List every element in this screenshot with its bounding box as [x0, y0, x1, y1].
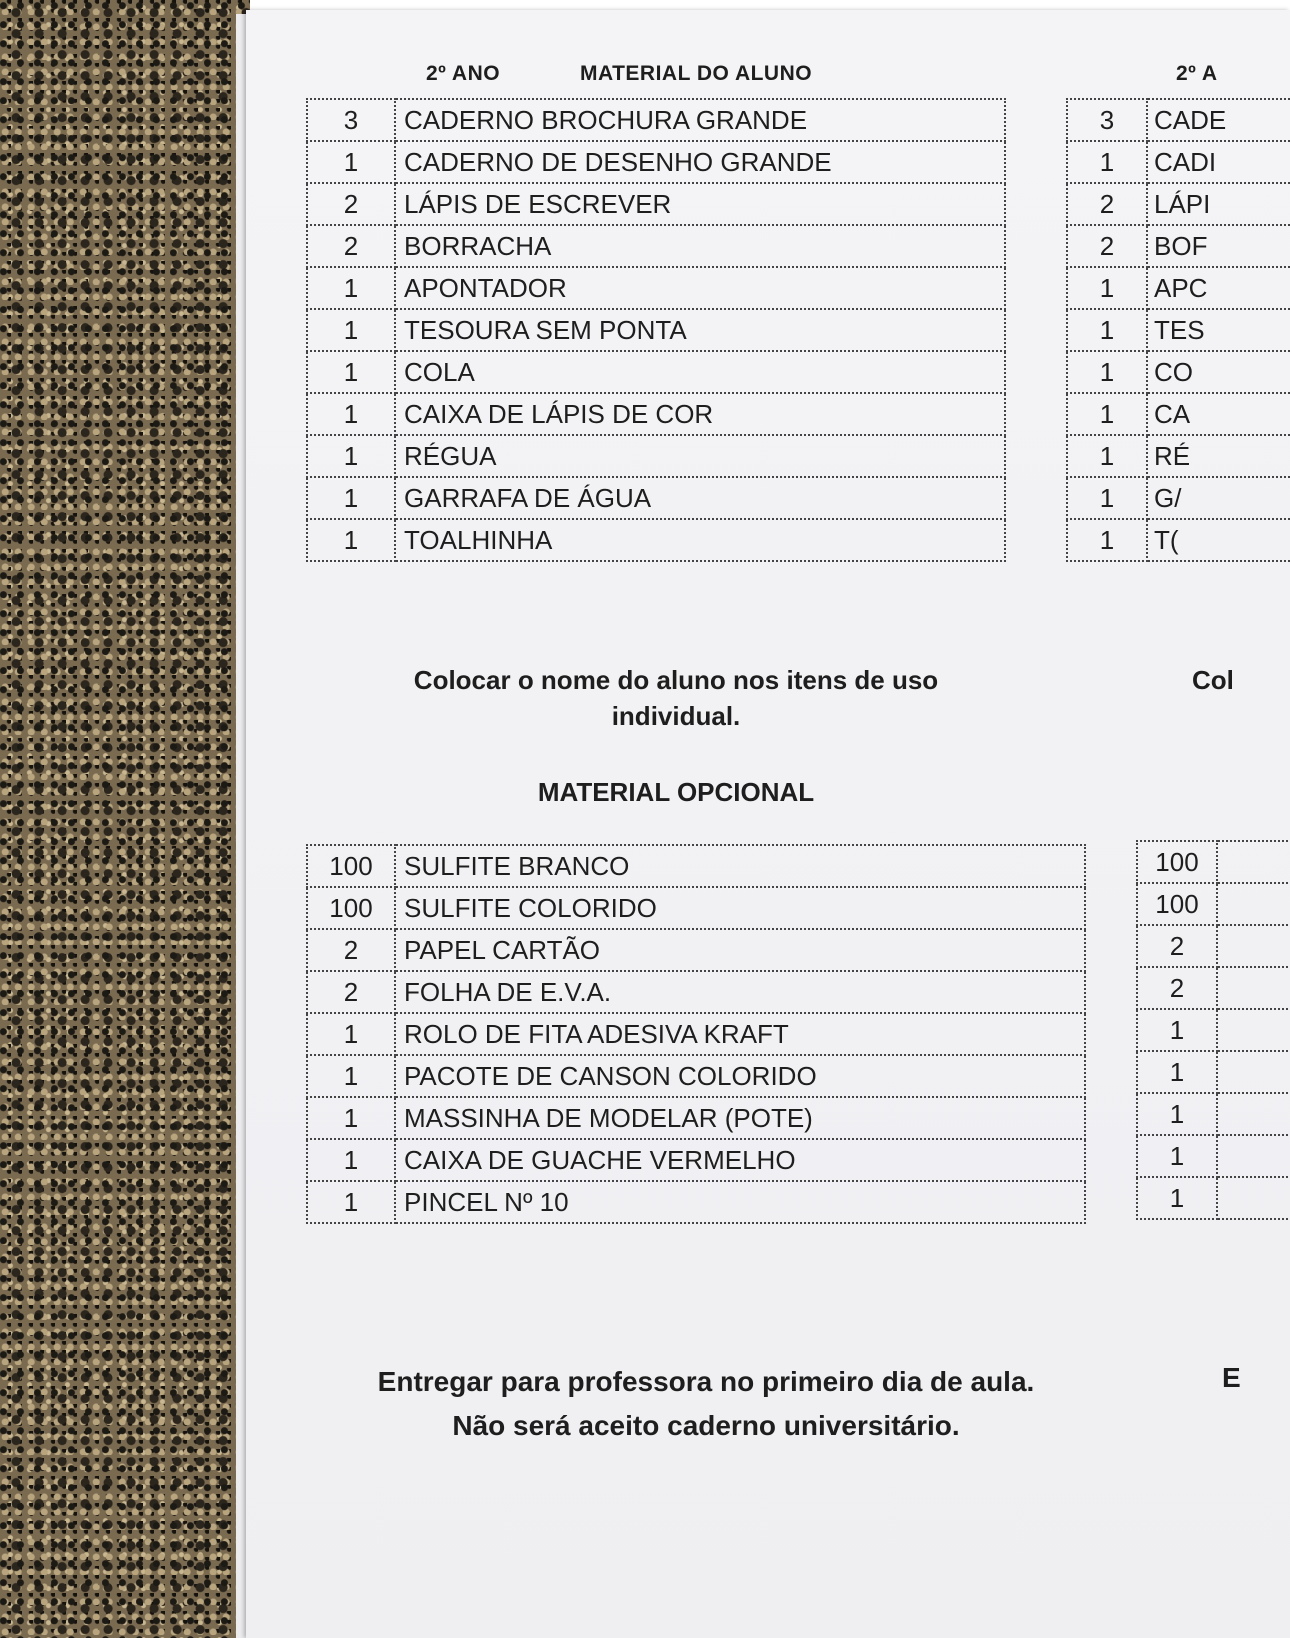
- item-cell: T(: [1147, 519, 1290, 561]
- quantity-cell: 1: [307, 435, 395, 477]
- right-optional-clip: [1136, 838, 1290, 1308]
- item-cell: CAIXA DE LÁPIS DE COR: [395, 393, 1005, 435]
- table-row: [307, 929, 1085, 971]
- item-cell: [1217, 1093, 1290, 1135]
- quantity-cell: 1: [307, 1139, 395, 1181]
- quantity-cell: 1: [1137, 1051, 1217, 1093]
- quantity-cell: 1: [307, 141, 395, 183]
- table-row: [307, 435, 1005, 477]
- quantity-cell: 2: [307, 225, 395, 267]
- quantity-cell: 1: [1137, 1135, 1217, 1177]
- item-cell: CO: [1147, 351, 1290, 393]
- table-row: [307, 1181, 1085, 1223]
- table-row: [1067, 267, 1290, 309]
- item-cell: TOALHINHA: [395, 519, 1005, 561]
- name-note: [346, 662, 1006, 734]
- table-row: [307, 1097, 1085, 1139]
- table-row: [1067, 99, 1290, 141]
- right-required-clip: [1066, 96, 1290, 576]
- table-row: [1067, 393, 1290, 435]
- right-footer: E: [1222, 1362, 1241, 1393]
- item-cell: CA: [1147, 393, 1290, 435]
- item-cell: APC: [1147, 267, 1290, 309]
- item-cell: CADERNO DE DESENHO GRANDE: [395, 141, 1005, 183]
- quantity-cell: 100: [307, 887, 395, 929]
- table-row: [1067, 351, 1290, 393]
- quantity-cell: 1: [307, 519, 395, 561]
- item-cell: MASSINHA DE MODELAR (POTE): [395, 1097, 1085, 1139]
- item-cell: BOF: [1147, 225, 1290, 267]
- quantity-cell: 100: [1137, 841, 1217, 883]
- table-row: [307, 477, 1005, 519]
- quantity-cell: 1: [1067, 267, 1147, 309]
- item-cell: RÉGUA: [395, 435, 1005, 477]
- quantity-cell: 2: [307, 971, 395, 1013]
- item-cell: PINCEL Nº 10: [395, 1181, 1085, 1223]
- table-row: [307, 519, 1005, 561]
- table-row: [307, 309, 1005, 351]
- quantity-cell: 1: [1137, 1177, 1217, 1219]
- item-cell: RÉ: [1147, 435, 1290, 477]
- table-row: [307, 351, 1005, 393]
- table-row: [307, 141, 1005, 183]
- item-cell: PAPEL CARTÃO: [395, 929, 1085, 971]
- table-row: [1137, 925, 1290, 967]
- quantity-cell: 1: [1137, 1093, 1217, 1135]
- table-row: [307, 845, 1085, 887]
- item-cell: [1217, 1135, 1290, 1177]
- table-row: [1137, 967, 1290, 1009]
- item-cell: FOLHA DE E.V.A.: [395, 971, 1085, 1013]
- quantity-cell: 1: [1067, 393, 1147, 435]
- item-cell: [1217, 1009, 1290, 1051]
- item-cell: CAIXA DE GUACHE VERMELHO: [395, 1139, 1085, 1181]
- item-cell: [1217, 1051, 1290, 1093]
- item-cell: BORRACHA: [395, 225, 1005, 267]
- item-cell: G/: [1147, 477, 1290, 519]
- item-cell: LÁPI: [1147, 183, 1290, 225]
- quantity-cell: 1: [1067, 351, 1147, 393]
- quantity-cell: 2: [1067, 225, 1147, 267]
- table-row: [1067, 141, 1290, 183]
- quantity-cell: 1: [1137, 1009, 1217, 1051]
- name-note-line1: Colocar o nome do aluno nos itens de uso: [413, 665, 939, 695]
- table-row: [307, 183, 1005, 225]
- table-row: [1067, 477, 1290, 519]
- table-row: [307, 1055, 1085, 1097]
- list-title: MATERIAL DO ALUNO: [580, 62, 813, 85]
- table-row: [1137, 1009, 1290, 1051]
- right-note: Col: [1192, 665, 1234, 695]
- quantity-cell: 1: [1067, 519, 1147, 561]
- table-row: [307, 225, 1005, 267]
- quantity-cell: 1: [1067, 141, 1147, 183]
- table-row: [307, 1013, 1085, 1055]
- quantity-cell: 2: [307, 929, 395, 971]
- item-cell: APONTADOR: [395, 267, 1005, 309]
- item-cell: [1217, 883, 1290, 925]
- item-cell: SULFITE BRANCO: [395, 845, 1085, 887]
- footer-note: [306, 1360, 1106, 1448]
- item-cell: COLA: [395, 351, 1005, 393]
- item-cell: [1217, 841, 1290, 883]
- footer-line1: Entregar para professora no primeiro dia de aula.: [377, 1366, 1035, 1397]
- table-row: [1137, 1051, 1290, 1093]
- quantity-cell: 3: [1067, 99, 1147, 141]
- quantity-cell: 1: [1067, 435, 1147, 477]
- optional-items-table: [306, 844, 1086, 1224]
- quantity-cell: 1: [307, 1181, 395, 1223]
- table-row: [1067, 519, 1290, 561]
- quantity-cell: 1: [307, 267, 395, 309]
- quantity-cell: 2: [1067, 183, 1147, 225]
- table-row: [1137, 841, 1290, 883]
- table-row: [1137, 1093, 1290, 1135]
- table-row: [307, 267, 1005, 309]
- name-note-line2: individual.: [611, 701, 741, 731]
- quantity-cell: 1: [307, 1097, 395, 1139]
- quantity-cell: 2: [307, 183, 395, 225]
- quantity-cell: 1: [1067, 309, 1147, 351]
- quantity-cell: 100: [1137, 883, 1217, 925]
- grade-label: 2º ANO: [426, 62, 501, 85]
- table-row: [1067, 435, 1290, 477]
- quantity-cell: 1: [1067, 477, 1147, 519]
- item-cell: SULFITE COLORIDO: [395, 887, 1085, 929]
- table-row: [1067, 183, 1290, 225]
- table-row: [307, 971, 1085, 1013]
- table-row: [1067, 309, 1290, 351]
- table-row: [307, 1139, 1085, 1181]
- quantity-cell: 1: [307, 477, 395, 519]
- item-cell: [1217, 925, 1290, 967]
- table-row: [307, 393, 1005, 435]
- quantity-cell: 1: [307, 309, 395, 351]
- quantity-cell: 3: [307, 99, 395, 141]
- item-cell: [1217, 967, 1290, 1009]
- table-row: [1067, 225, 1290, 267]
- quantity-cell: 1: [307, 1055, 395, 1097]
- item-cell: CADE: [1147, 99, 1290, 141]
- quantity-cell: 100: [307, 845, 395, 887]
- right-optional-table: [1136, 840, 1290, 1220]
- item-cell: TESOURA SEM PONTA: [395, 309, 1005, 351]
- table-row: [1137, 1135, 1290, 1177]
- item-cell: GARRAFA DE ÁGUA: [395, 477, 1005, 519]
- table-row: [1137, 883, 1290, 925]
- item-cell: ROLO DE FITA ADESIVA KRAFT: [395, 1013, 1085, 1055]
- table-row: [307, 887, 1085, 929]
- quantity-cell: 2: [1137, 925, 1217, 967]
- quantity-cell: 1: [307, 1013, 395, 1055]
- table-row: [1137, 1177, 1290, 1219]
- granite-countertop: [0, 0, 250, 1638]
- item-cell: TES: [1147, 309, 1290, 351]
- item-cell: CADERNO BROCHURA GRANDE: [395, 99, 1005, 141]
- right-required-table: [1066, 98, 1290, 562]
- quantity-cell: 1: [307, 351, 395, 393]
- quantity-cell: 2: [1137, 967, 1217, 1009]
- optional-title: MATERIAL OPCIONAL: [537, 777, 815, 807]
- item-cell: [1217, 1177, 1290, 1219]
- quantity-cell: 1: [307, 393, 395, 435]
- school-supply-list-sheet: [246, 10, 1290, 1638]
- item-cell: PACOTE DE CANSON COLORIDO: [395, 1055, 1085, 1097]
- footer-line2: Não será aceito caderno universitário.: [452, 1410, 960, 1441]
- item-cell: CADI: [1147, 141, 1290, 183]
- right-grade-label: 2º A: [1176, 62, 1218, 85]
- item-cell: LÁPIS DE ESCREVER: [395, 183, 1005, 225]
- required-items-table: [306, 98, 1006, 562]
- table-row: [307, 99, 1005, 141]
